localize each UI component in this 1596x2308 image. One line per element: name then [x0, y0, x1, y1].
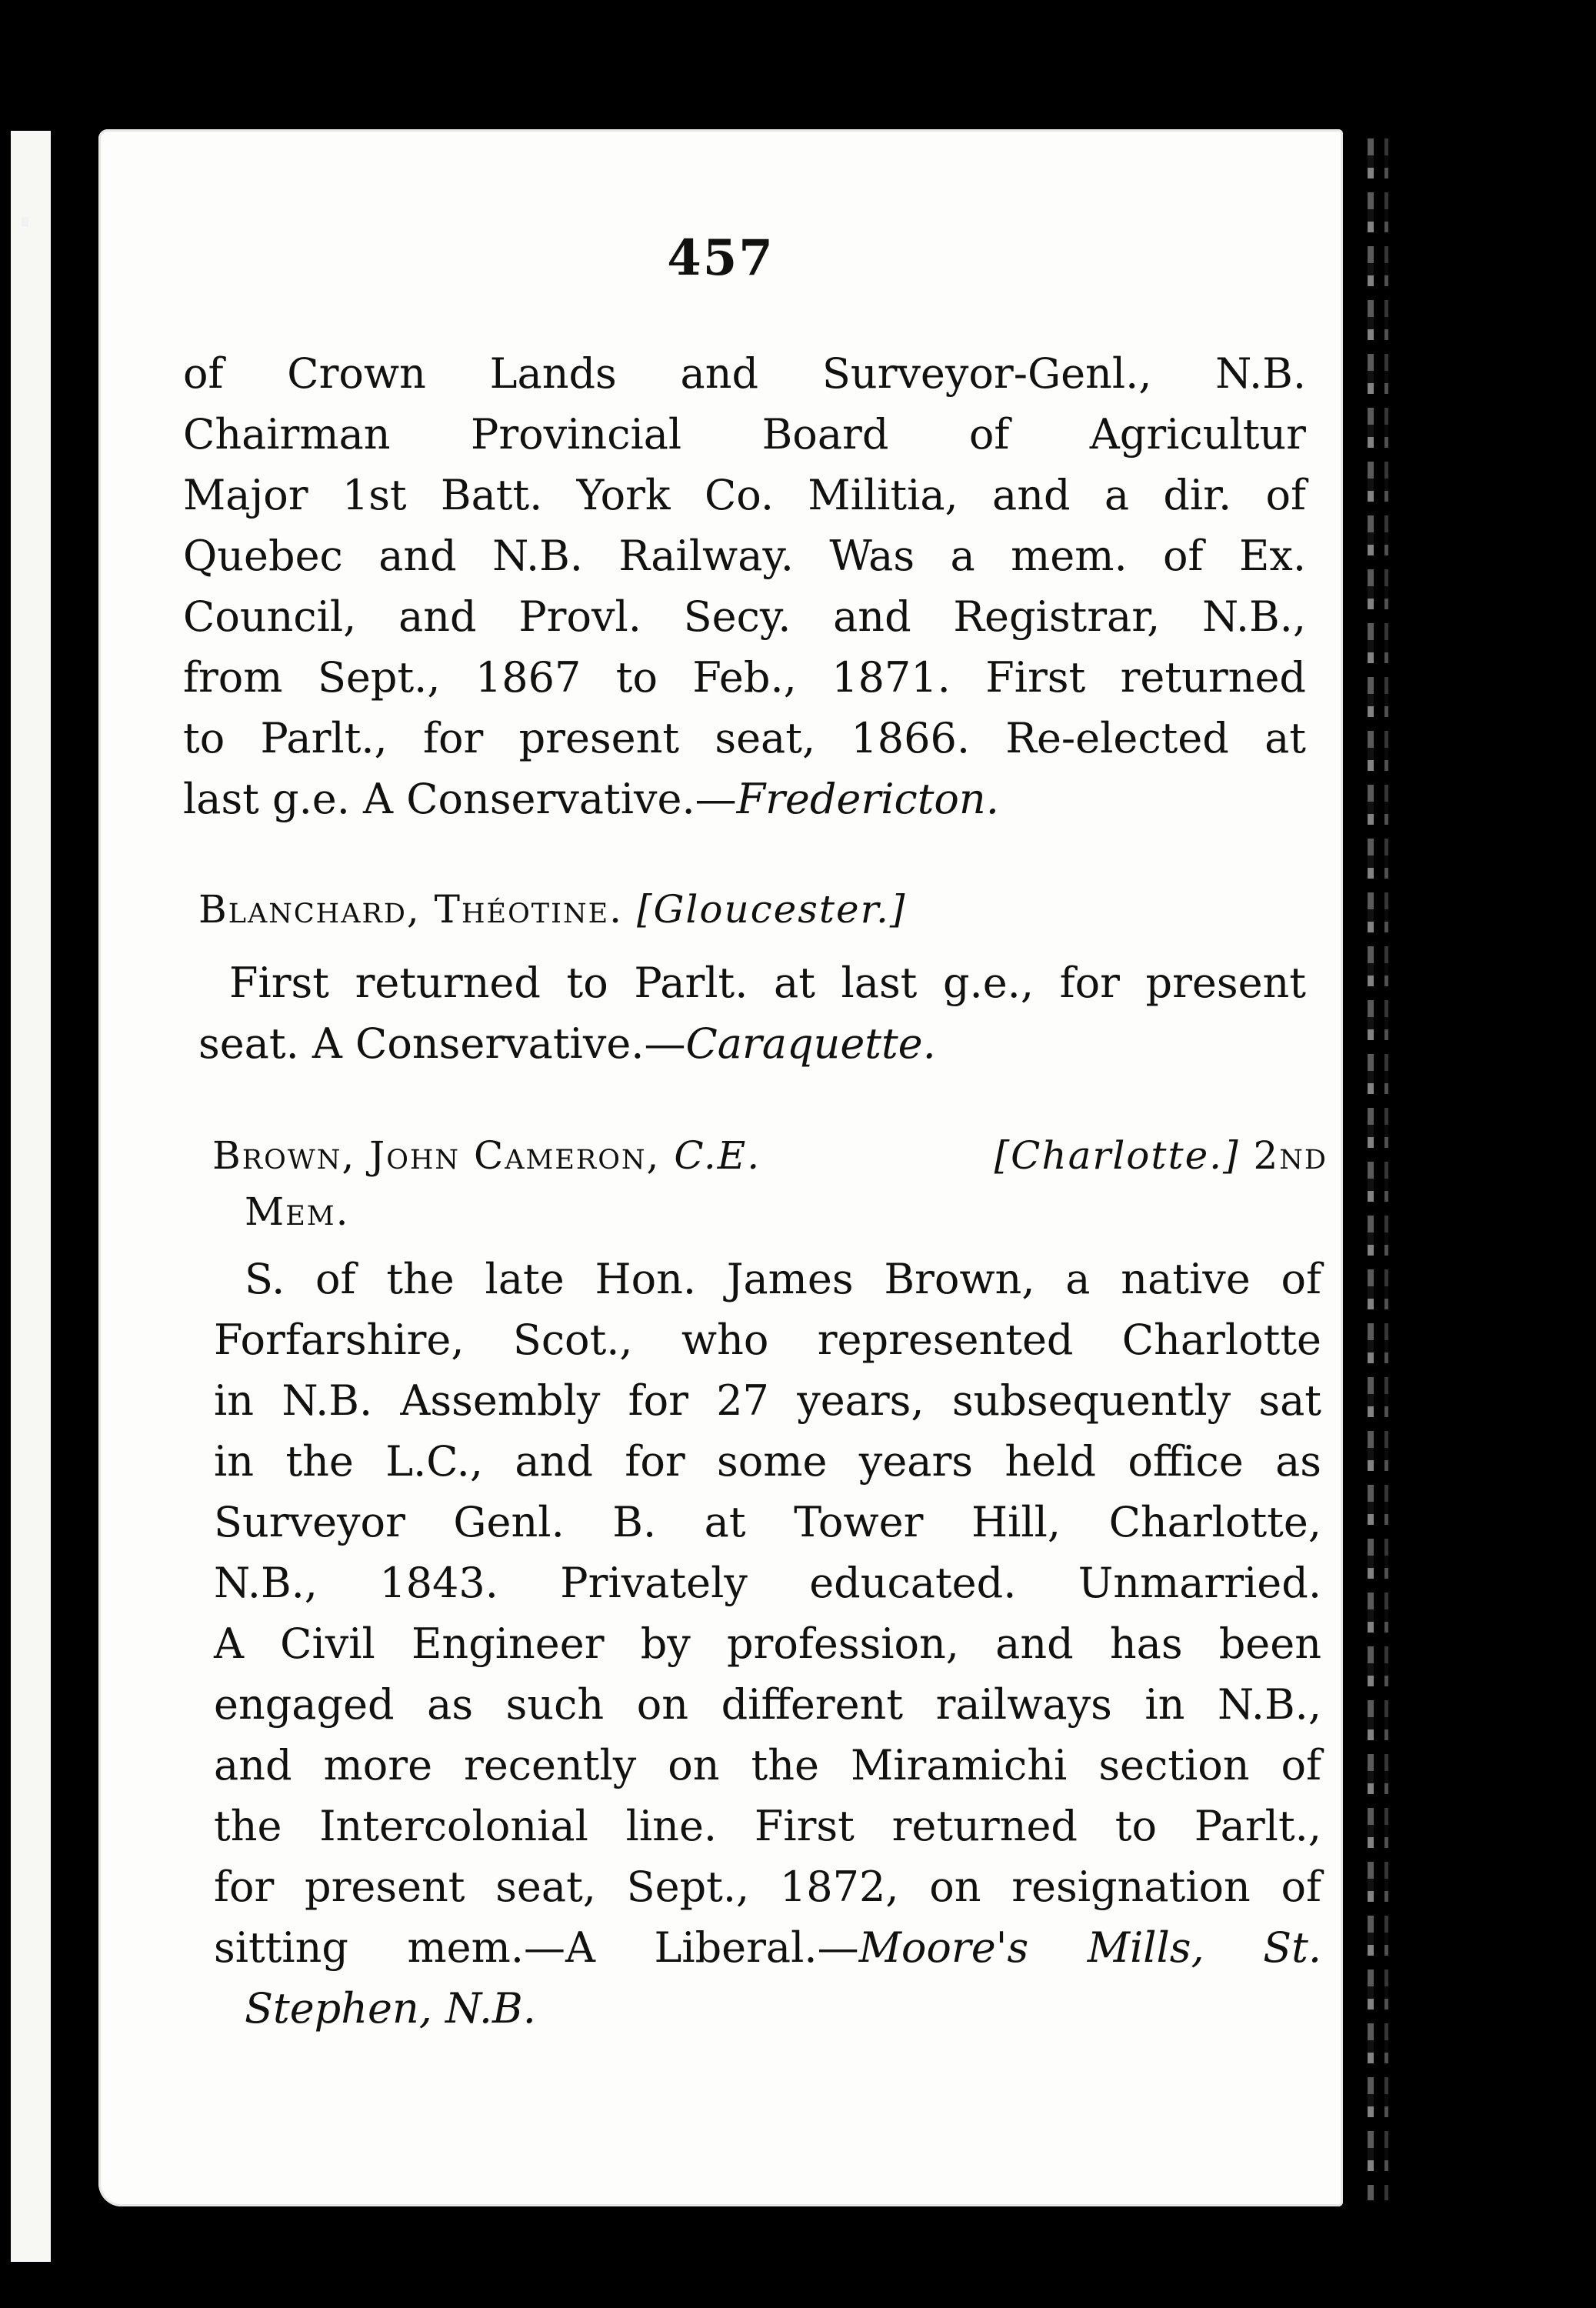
heading-left	[212, 1133, 761, 1178]
body-line-last	[183, 769, 1306, 829]
body-line: Quebec and N.B. Railway. Was a mem. of Ex.	[183, 532, 1306, 580]
body-text: sitting mem.—A Liberal.—	[214, 1923, 859, 1972]
body-line-last	[198, 1013, 1321, 1074]
body-line	[214, 1917, 1321, 1978]
constituency: [Charlotte.]	[994, 1133, 1240, 1178]
constituency: [Gloucester.]	[636, 887, 907, 932]
page-number: 457	[667, 229, 775, 287]
body-line: First returned to Parlt. at last g.e., for present	[229, 959, 1306, 1007]
body-line: the Intercolonial line. First returned to Parlt.,	[214, 1802, 1321, 1850]
book-page	[98, 129, 1343, 2206]
body-line: in the L.C., and for some years held office as	[214, 1437, 1321, 1486]
member-name: Blanchard, Théotine.	[198, 887, 624, 932]
member-name: Brown, John Cameron,	[212, 1133, 661, 1178]
residence-cont: Stephen, N.B.	[245, 1984, 536, 2033]
body-line: N.B., 1843. Privately educated. Unmarried.	[214, 1559, 1321, 1607]
body-line: Surveyor Genl. B. at Tower Hill, Charlotte,	[214, 1498, 1321, 1546]
entry-heading	[212, 1133, 1328, 1178]
scan-speck	[22, 217, 28, 227]
body-line: and more recently on the Miramichi section of	[214, 1741, 1321, 1789]
body-line: Forfarshire, Scot., who represented Charlotte	[214, 1316, 1321, 1364]
body-line: of Crown Lands and Surveyor-Genl., N.B.	[183, 349, 1306, 398]
residence: Caraquette.	[685, 1019, 936, 1068]
body-line: in N.B. Assembly for 27 years, subsequently sat	[214, 1376, 1321, 1425]
body-text: last g.e. A Conservative.—	[183, 775, 737, 823]
body-line: Major 1st Batt. York Co. Militia, and a dir. of	[183, 471, 1306, 519]
entry-heading	[198, 887, 906, 932]
body-line: from Sept., 1867 to Feb., 1871. First returned	[183, 653, 1306, 702]
body-line: S. of the late Hon. James Brown, a native of	[245, 1255, 1321, 1303]
member-number: 2nd	[1253, 1133, 1328, 1178]
member-number-cont: Mem.	[245, 1189, 350, 1234]
body-line: A Civil Engineer by profession, and has been	[214, 1619, 1321, 1668]
residence: Moore's Mills, St.	[858, 1923, 1321, 1972]
residence: Fredericton.	[736, 775, 999, 823]
body-line: Chairman Provincial Board of Agricultur	[183, 410, 1306, 459]
degree: C.E.	[674, 1133, 761, 1178]
adjacent-page-edge	[11, 131, 51, 2262]
body-line: for present seat, Sept., 1872, on resignation of	[214, 1863, 1321, 1911]
body-line: Council, and Provl. Secy. and Registrar, N.B.,	[183, 592, 1306, 641]
body-text: seat. A Conservative.—	[198, 1019, 686, 1068]
page-stack-edge-inner	[1384, 138, 1388, 2200]
body-line: engaged as such on different railways in N.B.,	[214, 1680, 1321, 1729]
body-line: to Parlt., for present seat, 1866. Re-elected at	[183, 714, 1306, 762]
heading-right	[995, 1133, 1328, 1178]
page-stack-edge	[1368, 138, 1374, 2200]
